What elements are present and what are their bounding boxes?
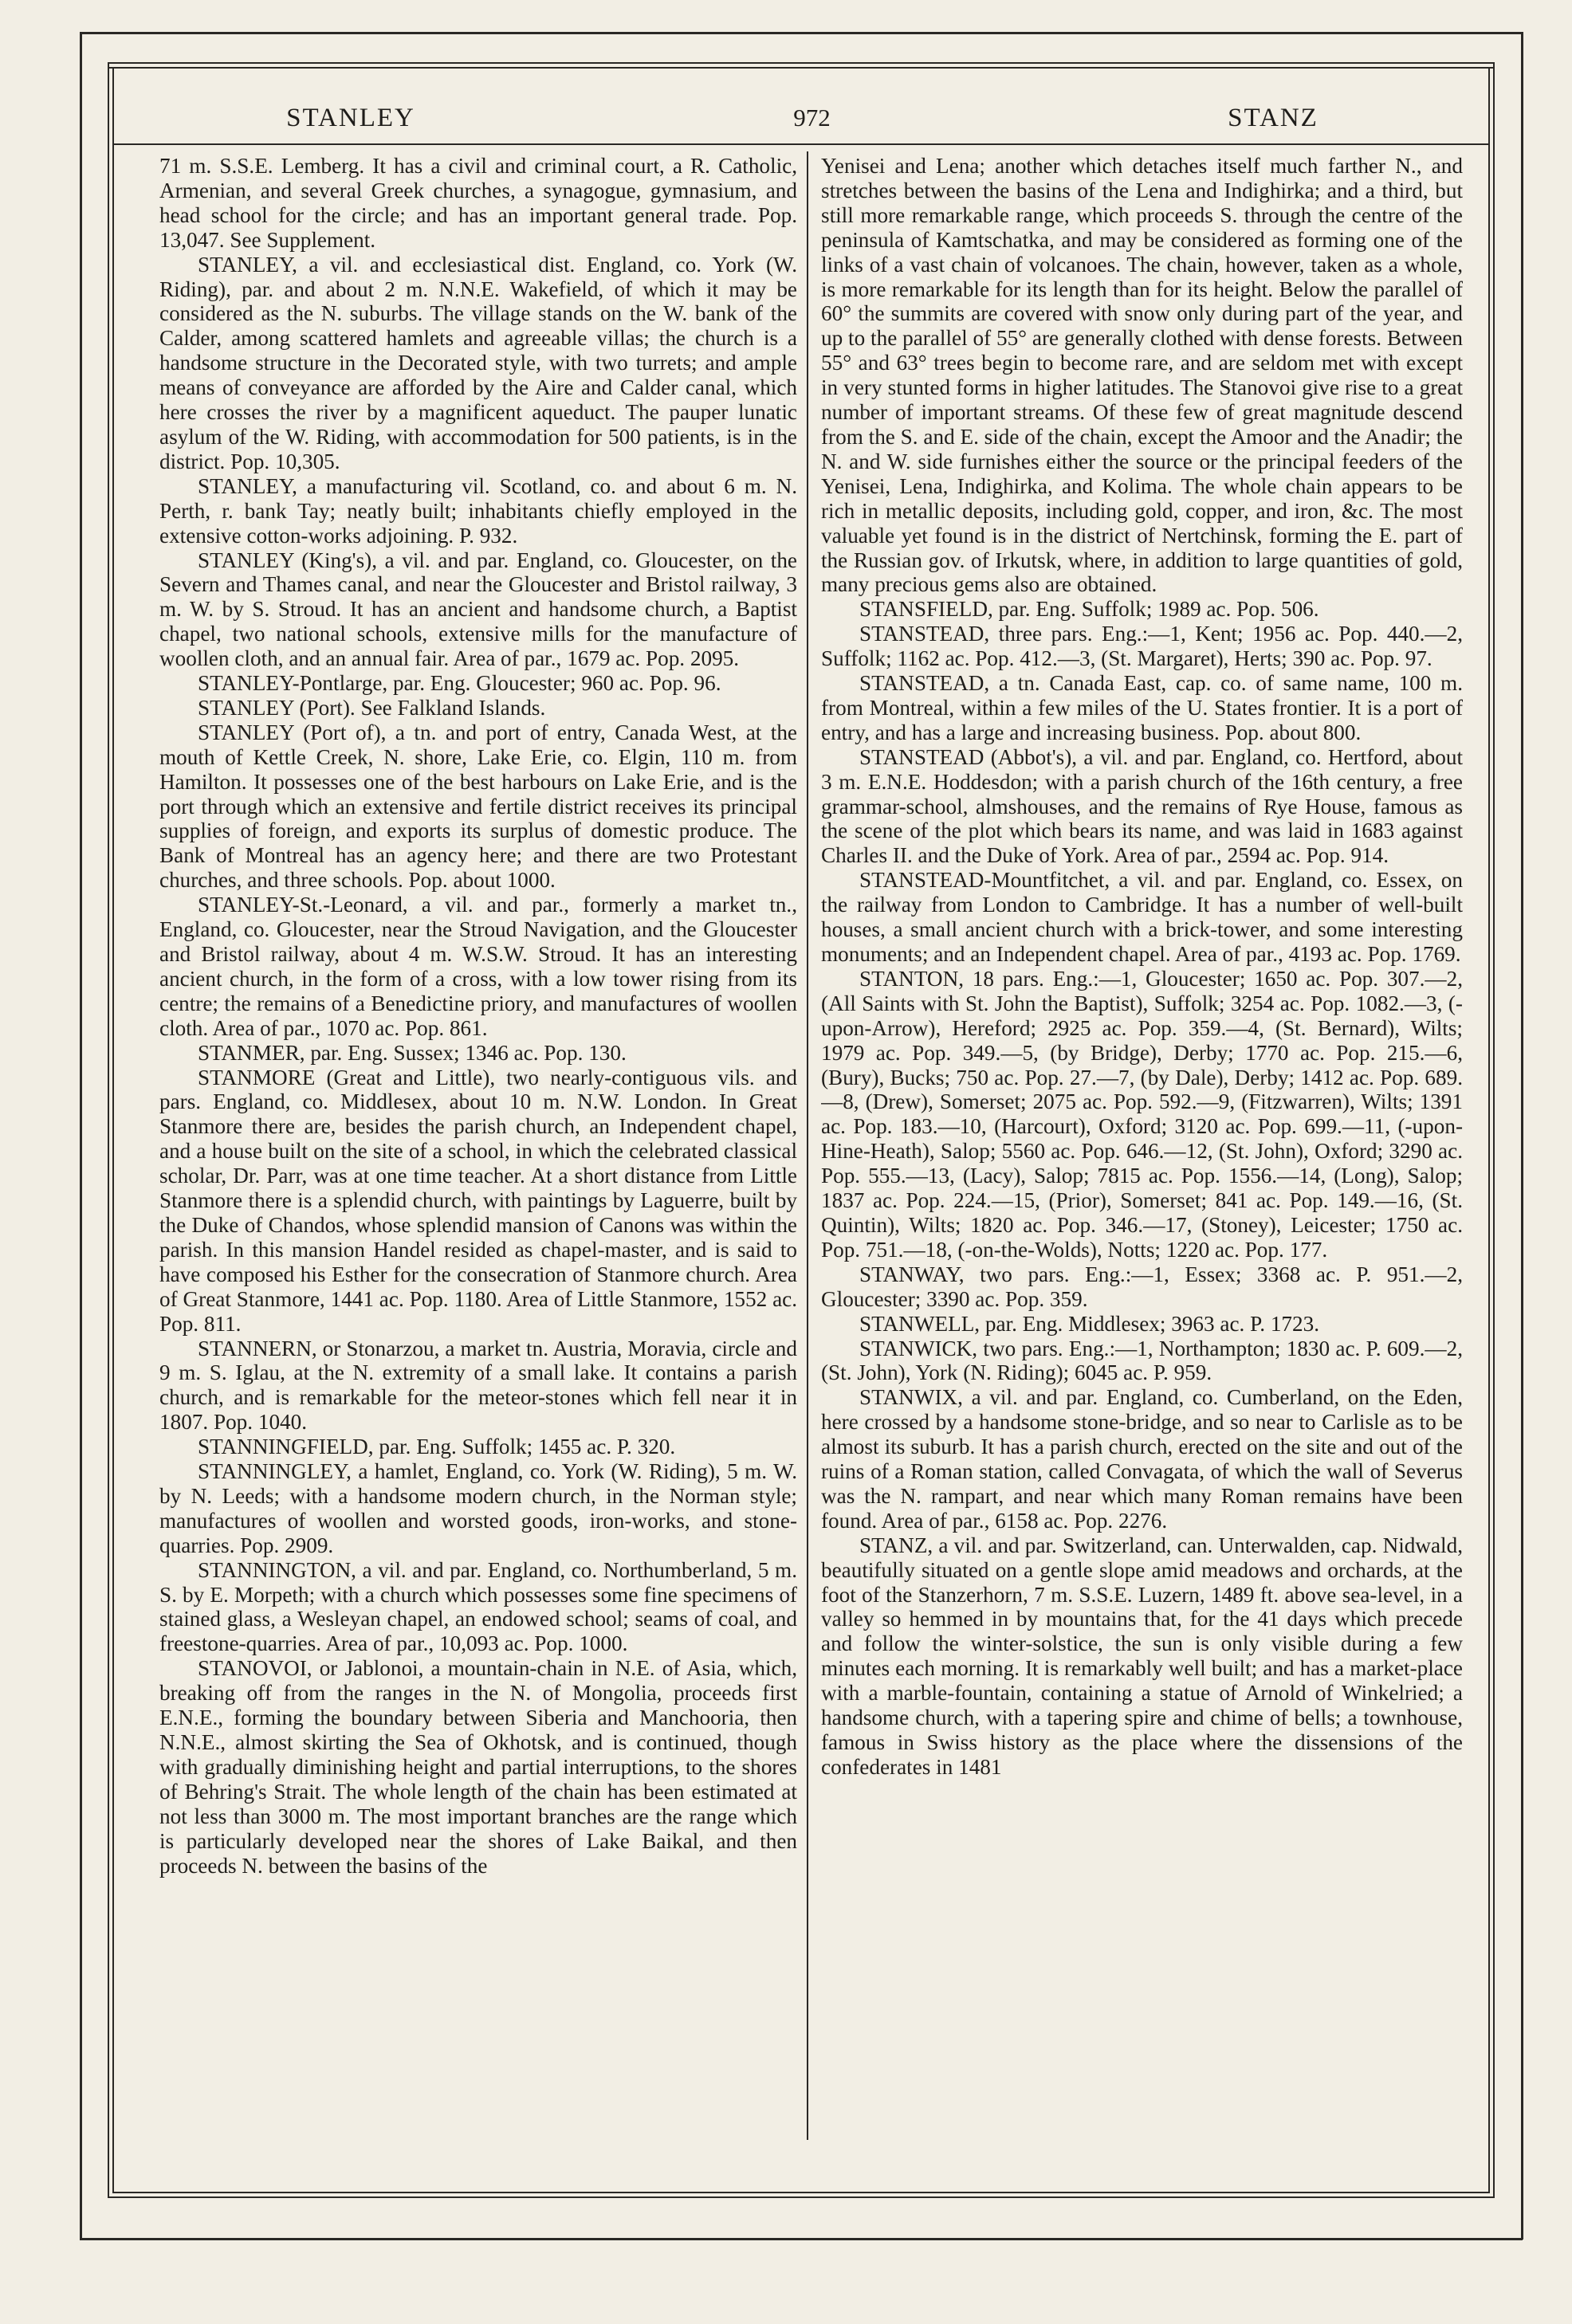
header-left-word: STANLEY (286, 103, 415, 132)
entry-paragraph: STANSTEAD, a tn. Canada East, cap. co. of same name, 100 m. from Montreal, within a few miles of the U. States frontier. It is a port of entry, and has a large and increasing business. Pop. about 800. (821, 671, 1463, 744)
inner-border-top-2 (108, 67, 1495, 69)
entry-paragraph: STANLEY-Pontlarge, par. Eng. Gloucester; 960 ac. Pop. 96. (198, 671, 721, 696)
right-column (821, 154, 1463, 2130)
entry-paragraph: STANSTEAD, three pars. Eng.:—1, Kent; 1956 ac. Pop. 440.—2, Suffolk; 1162 ac. Pop. 412.—3, (St. Margaret), Herts; 390 ac. Pop. 97. (821, 622, 1463, 671)
entry-paragraph: STANNINGFIELD, par. Eng. Suffolk; 1455 ac. P. 320. (198, 1435, 676, 1459)
running-header (159, 94, 1464, 142)
entry-paragraph: STANZ, a vil. and par. Switzerland, can. Unterwalden, cap. Nidwald, beautifully situated on a gentle slope amid meadows and orchards, at the foot of the Stanzerhorn, 7 m. S.S.E. Luzern, 1489 ft. above sea-level, in a valley so hemmed in by mountains that, for the 41 days which precede and follow the winter-solstice, the sun is only visible during a few minutes each morning. It is remarkably well built; and has a market-place with a marble-fountain, containing a statue of Arnold of Winkelried; a handsome church, with a tapering spire and chime of bells; a townhouse, famous in Swiss history as the place where the dissensions of the confederates in 1481 (821, 1533, 1463, 1779)
outer-border-left (80, 32, 82, 2240)
entry-paragraph: STANWELL, par. Eng. Middlesex; 3963 ac. P. 1723. (859, 1311, 1319, 1336)
column-divider (807, 151, 808, 2140)
entry-paragraph: STANWICK, two pars. Eng.:—1, Northampton; 1830 ac. P. 609.—2, (St. John), York (N. Riding); 6045 ac. P. 959. (821, 1336, 1463, 1385)
entry-paragraph: STANMER, par. Eng. Sussex; 1346 ac. Pop. 130. (198, 1040, 627, 1065)
entry-paragraph: STANSFIELD, par. Eng. Suffolk; 1989 ac. Pop. 506. (859, 597, 1319, 622)
entry-paragraph: STANWAY, two pars. Eng.:—1, Essex; 3368 ac. P. 951.—2, Gloucester; 3390 ac. Pop. 359. (821, 1262, 1463, 1311)
entry-paragraph: STANMORE (Great and Little), two nearly-contiguous vils. and pars. England, co. Middlesex, about 10 m. N.W. London. In Great Stanmore there are, besides the parish church, an Independent chapel, and a house built on the site of a school, in which the celebrated classical scholar, Dr. Parr, was at one time teacher. At a short distance from Little Stanmore there is a splendid church, with paintings by Laguerre, built by the Duke of Chandos, whose splendid mansion of Canons was within the parish. In this mansion Handel resided as chapel-master, and is said to have composed his Esther for the consecration of Stanmore church. Area of Great Stanmore, 1441 ac. Pop. 1180. Area of Little Stanmore, 1552 ac. Pop. 811. (159, 1065, 797, 1336)
outer-border-right (1521, 32, 1523, 2240)
outer-border-top (80, 32, 1523, 34)
entry-paragraph: STANSTEAD (Abbot's), a vil. and par. England, co. Hertford, about 3 m. E.N.E. Hoddesdon; with a parish church of the 16th century, a free grammar-school, almshouses, and the remains of Rye House, famous as the scene of the plot which bears its name, and was laid in 1683 against Charles II. and the Duke of York. Area of par., 2594 ac. Pop. 914. (821, 744, 1463, 868)
left-column (159, 154, 797, 2130)
inner-border-bottom (108, 2196, 1495, 2198)
entry-paragraph: STANNINGLEY, a hamlet, England, co. York (W. Riding), 5 m. W. by N. Leeds; with a handsome modern church, in the Norman style; manufactures of woollen and worsted goods, iron-works, and stone-quarries. Pop. 2909. (159, 1459, 797, 1557)
entry-paragraph: STANLEY (King's), a vil. and par. England, co. Gloucester, on the Severn and Thames canal, and near the Gloucester and Bristol railway, 3 m. W. by S. Stroud. It has an ancient and handsome church, a Baptist chapel, two national schools, extensive mills for the manufacture of woollen cloth, and an annual fair. Area of par., 1679 ac. Pop. 2095. (159, 548, 797, 671)
entry-paragraph: Yenisei and Lena; another which detaches itself much farther N., and stretches between the basins of the Lena and Indighirka; and a third, but still more remarkable range, which proceeds S. through the centre of the peninsula of Kamtschatka, and may be considered as forming one of the links of a vast chain of volcanoes. The chain, however, taken as a whole, is more remarkable for its length than for its height. Below the parallel of 60° the summits are covered with snow only during part of the year, and up to the parallel of 55° are generally clothed with dense forests. Between 55° and 63° trees begin to become rare, and are seldom met with except in very stunted forms in higher latitudes. The Stanovoi give rise to a great number of important streams. Of these few of great magnitude descend from the S. and E. side of the chain, except the Amoor and the Anadir; the N. and W. side furnishes either the source or the principal feeders of the Yenisei, Lena, Indighirka, and Kolima. The whole chain appears to be rich in metallic deposits, including gold, copper, and iron, &c. The most valuable yet found is in the district of Nertchinsk, forming the E. part of the Russian gov. of Irkutsk, where, in addition to large quantities of gold, many precious gems also are obtained. (821, 154, 1463, 597)
entry-paragraph: STANTON, 18 pars. Eng.:—1, Gloucester; 1650 ac. Pop. 307.—2, (All Saints with St. John the Baptist), Suffolk; 3254 ac. Pop. 1082.—3, (-upon-Arrow), Hereford; 2925 ac. Pop. 359.—4, (St. Bernard), Wilts; 1979 ac. Pop. 349.—5, (by Bridge), Derby; 1770 ac. Pop. 215.—6, (Bury), Bucks; 750 ac. Pop. 27.—7, (by Dale), Derby; 1412 ac. Pop. 689.—8, (Drew), Somerset; 2075 ac. Pop. 592.—9, (Fitzwarren), Wilts; 1391 ac. Pop. 183.—10, (Harcourt), Oxford; 3120 ac. Pop. 699.—11, (-upon-Hine-Heath), Salop; 5560 ac. Pop. 646.—12, (St. John), Oxford; 3290 ac. Pop. 555.—13, (Lacy), Salop; 7815 ac. Pop. 1556.—14, (Long), Salop; 1837 ac. Pop. 224.—15, (Prior), Somerset; 841 ac. Pop. 149.—16, (St. Quintin), Wilts; 1820 ac. Pop. 346.—17, (Stoney), Leicester; 1750 ac. Pop. 751.—18, (-on-the-Wolds), Notts; 1220 ac. Pop. 177. (821, 966, 1463, 1262)
inner-border-bottom-2 (112, 2192, 1490, 2193)
page-number: 972 (793, 104, 831, 132)
header-rule (114, 143, 1488, 145)
inner-border-left (108, 62, 109, 2198)
entry-paragraph: STANNERN, or Stonarzou, a market tn. Austria, Moravia, circle and 9 m. S. Iglau, at the N. extremity of a small lake. It contains a parish church, and is remarkable for the meteor-stones which fell near it in 1807. Pop. 1040. (159, 1336, 797, 1435)
entry-paragraph: STANWIX, a vil. and par. England, co. Cumberland, on the Eden, here crossed by a handsome stone-bridge, and so near to Carlisle as to be almost its suburb. It has a parish church, erected on the site and out of the ruins of a Roman station, called Convagata, of which the wall of Severus was the N. rampart, and near which many Roman remains have been found. Area of par., 6158 ac. Pop. 2276. (821, 1385, 1463, 1533)
entry-paragraph: STANLEY (Port). See Falkland Islands. (198, 695, 546, 720)
entry-paragraph: STANLEY, a manufacturing vil. Scotland, co. and about 6 m. N. Perth, r. bank Tay; neatly built; inhabitants chiefly employed in the extensive cotton-works adjoining. P. 932. (159, 473, 797, 548)
inner-border-left-2 (112, 67, 114, 2193)
entry-paragraph: STANOVOI, or Jablonoi, a mountain-chain in N.E. of Asia, which, breaking off from the ranges in the N. of Mongolia, proceeds first E.N.E., forming the boundary between Siberia and Manchooria, then N.N.E., almost skirting the Sea of Okhotsk, and is continued, though with gradually diminishing height and partial interruptions, to the shores of Behring's Strait. The whole length of the chain has been estimated at not less than 3000 m. The most important branches are the range which is particularly developed near the shores of Lake Baikal, and then proceeds N. between the basins of the (159, 1656, 797, 1878)
entry-paragraph: STANLEY-St.-Leonard, a vil. and par., formerly a market tn., England, co. Gloucester, near the Stroud Navigation, and the Gloucester and Bristol railway, about 4 m. W.S.W. Stroud. It has an interesting ancient church, in the form of a cross, with a low tower rising from its centre; the remains of a Benedictine priory, and manufactures of woollen cloth. Area of par., 1070 ac. Pop. 861. (159, 893, 797, 1040)
inner-border-top (108, 62, 1495, 64)
inner-border-right-2 (1488, 67, 1490, 2193)
entry-paragraph: STANNINGTON, a vil. and par. England, co. Northumberland, 5 m. S. by E. Morpeth; with a church which possesses some fine specimens of stained glass, a Wesleyan chapel, an endowed school; seams of coal, and freestone-quarries. Area of par., 10,093 ac. Pop. 1000. (159, 1557, 797, 1656)
entry-paragraph: STANSTEAD-Mountfitchet, a vil. and par. England, co. Essex, on the railway from London to Cambridge. It has a number of well-built houses, a small ancient church with a brick-tower, and some interesting monuments; and an Independent chapel. Area of par., 4193 ac. Pop. 1769. (821, 868, 1463, 966)
entry-paragraph: STANLEY (Port of), a tn. and port of entry, Canada West, at the mouth of Kettle Creek, N. shore, Lake Erie, co. Elgin, 110 m. from Hamilton. It possesses one of the best harbours on Lake Erie, and is the port through which an extensive and fertile district receives its principal supplies of foreign, and exports its surplus of domestic produce. The Bank of Montreal has an agency here; and there are two Protestant churches, and three schools. Pop. about 1000. (159, 720, 797, 893)
inner-border-right (1493, 62, 1495, 2198)
header-right-word: STANZ (1228, 103, 1319, 132)
outer-border-bottom (80, 2238, 1523, 2240)
entry-paragraph: STANLEY, a vil. and ecclesiastical dist. England, co. York (W. Riding), par. and about 2 m. N.N.E. Wakefield, of which it may be considered as the N. suburbs. The village stands on the W. bank of the Calder, among scattered hamlets and agreeable villas; the church is a handsome structure in the Decorated style, with two turrets; and ample means of conveyance are afforded by the Aire and Calder canal, which here crosses the river by a magnificent aqueduct. The pauper lunatic asylum of the W. Riding, with accommodation for 500 patients, is in the district. Pop. 10,305. (159, 252, 797, 473)
entry-paragraph: 71 m. S.S.E. Lemberg. It has a civil and criminal court, a R. Catholic, Armenian, and several Greek churches, a synagogue, gymnasium, and head school for the circle; and has an important general trade. Pop. 13,047. See Supplement. (159, 154, 797, 252)
